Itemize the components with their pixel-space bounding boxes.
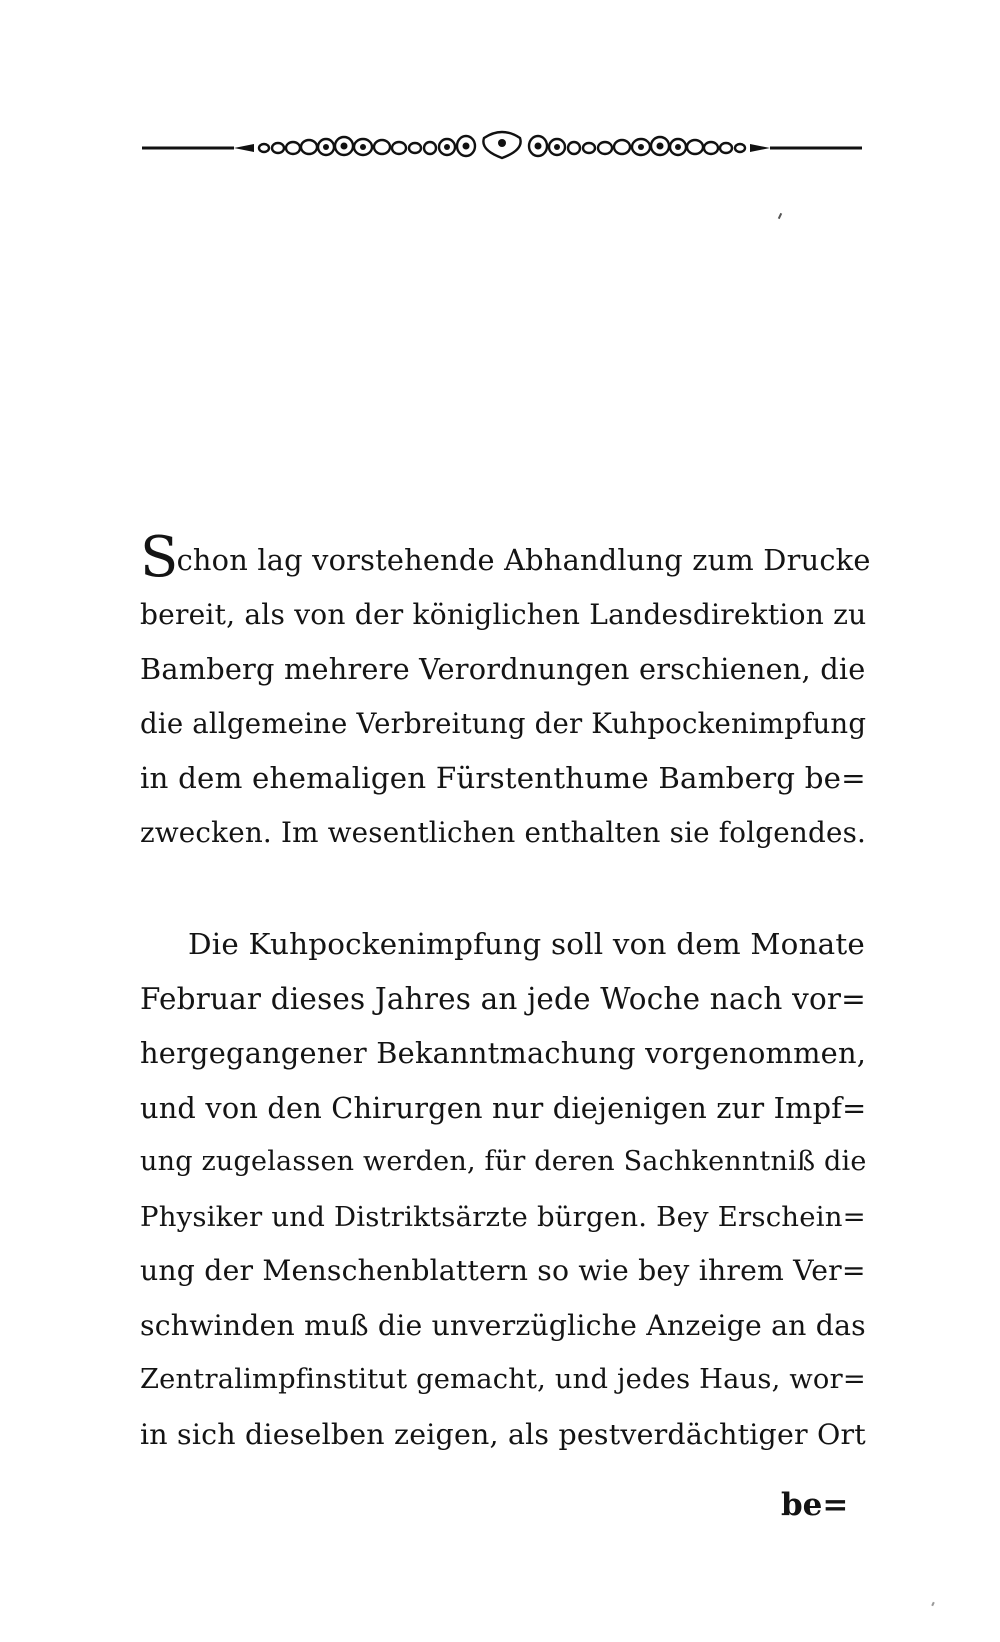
- text-line: hergegangener Bekanntmachung vorgenommen,: [140, 1036, 867, 1070]
- text-line: schwinden muß die unverzügliche Anzeige an das: [140, 1308, 866, 1342]
- drop-cap: S: [140, 525, 179, 590]
- catchword: be=: [781, 1487, 849, 1523]
- text-line: Bamberg mehrere Verordnungen erschienen, die: [140, 652, 866, 686]
- text-line-content: chon lag vorstehende Abhandlung zum Drucke: [176, 543, 871, 577]
- text-line: Physiker und Distriktsärzte bürgen. Bey Erschein=: [140, 1200, 866, 1233]
- text-line: ung zugelassen werden, für deren Sachkenntniß die: [140, 1146, 867, 1177]
- paragraph-2: [140, 917, 865, 1462]
- decorative-rule-ornament-icon: [142, 128, 862, 164]
- text-line: Februar dieses Jahres an jede Woche nach vor=: [140, 981, 867, 1016]
- text-line: Die Kuhpockenimpfung soll von dem Monate: [188, 927, 865, 961]
- text-line: und von den Chirurgen nur diejenigen zur Impf=: [140, 1090, 867, 1125]
- text-line: in dem ehemaligen Fürstenthume Bamberg be=: [140, 761, 866, 795]
- paper-speck: [931, 1602, 935, 1606]
- text-line: zwecken. Im wesentlichen enthalten sie folgendes.: [140, 815, 867, 849]
- text-line: bereit, als von der königlichen Landesdirektion zu: [140, 597, 867, 631]
- text-line: ung der Menschenblattern so wie bey ihrem Ver=: [140, 1254, 866, 1287]
- text-line: [140, 525, 871, 590]
- text-line: die allgemeine Verbreitung der Kuhpockenimpfung: [140, 707, 867, 740]
- paragraph-1: [140, 525, 871, 860]
- paper-speck: [778, 213, 782, 219]
- text-line: Zentralimpfinstitut gemacht, und jedes Haus, wor=: [140, 1364, 866, 1395]
- text-line: in sich dieselben zeigen, als pestverdächtiger Ort: [140, 1417, 866, 1451]
